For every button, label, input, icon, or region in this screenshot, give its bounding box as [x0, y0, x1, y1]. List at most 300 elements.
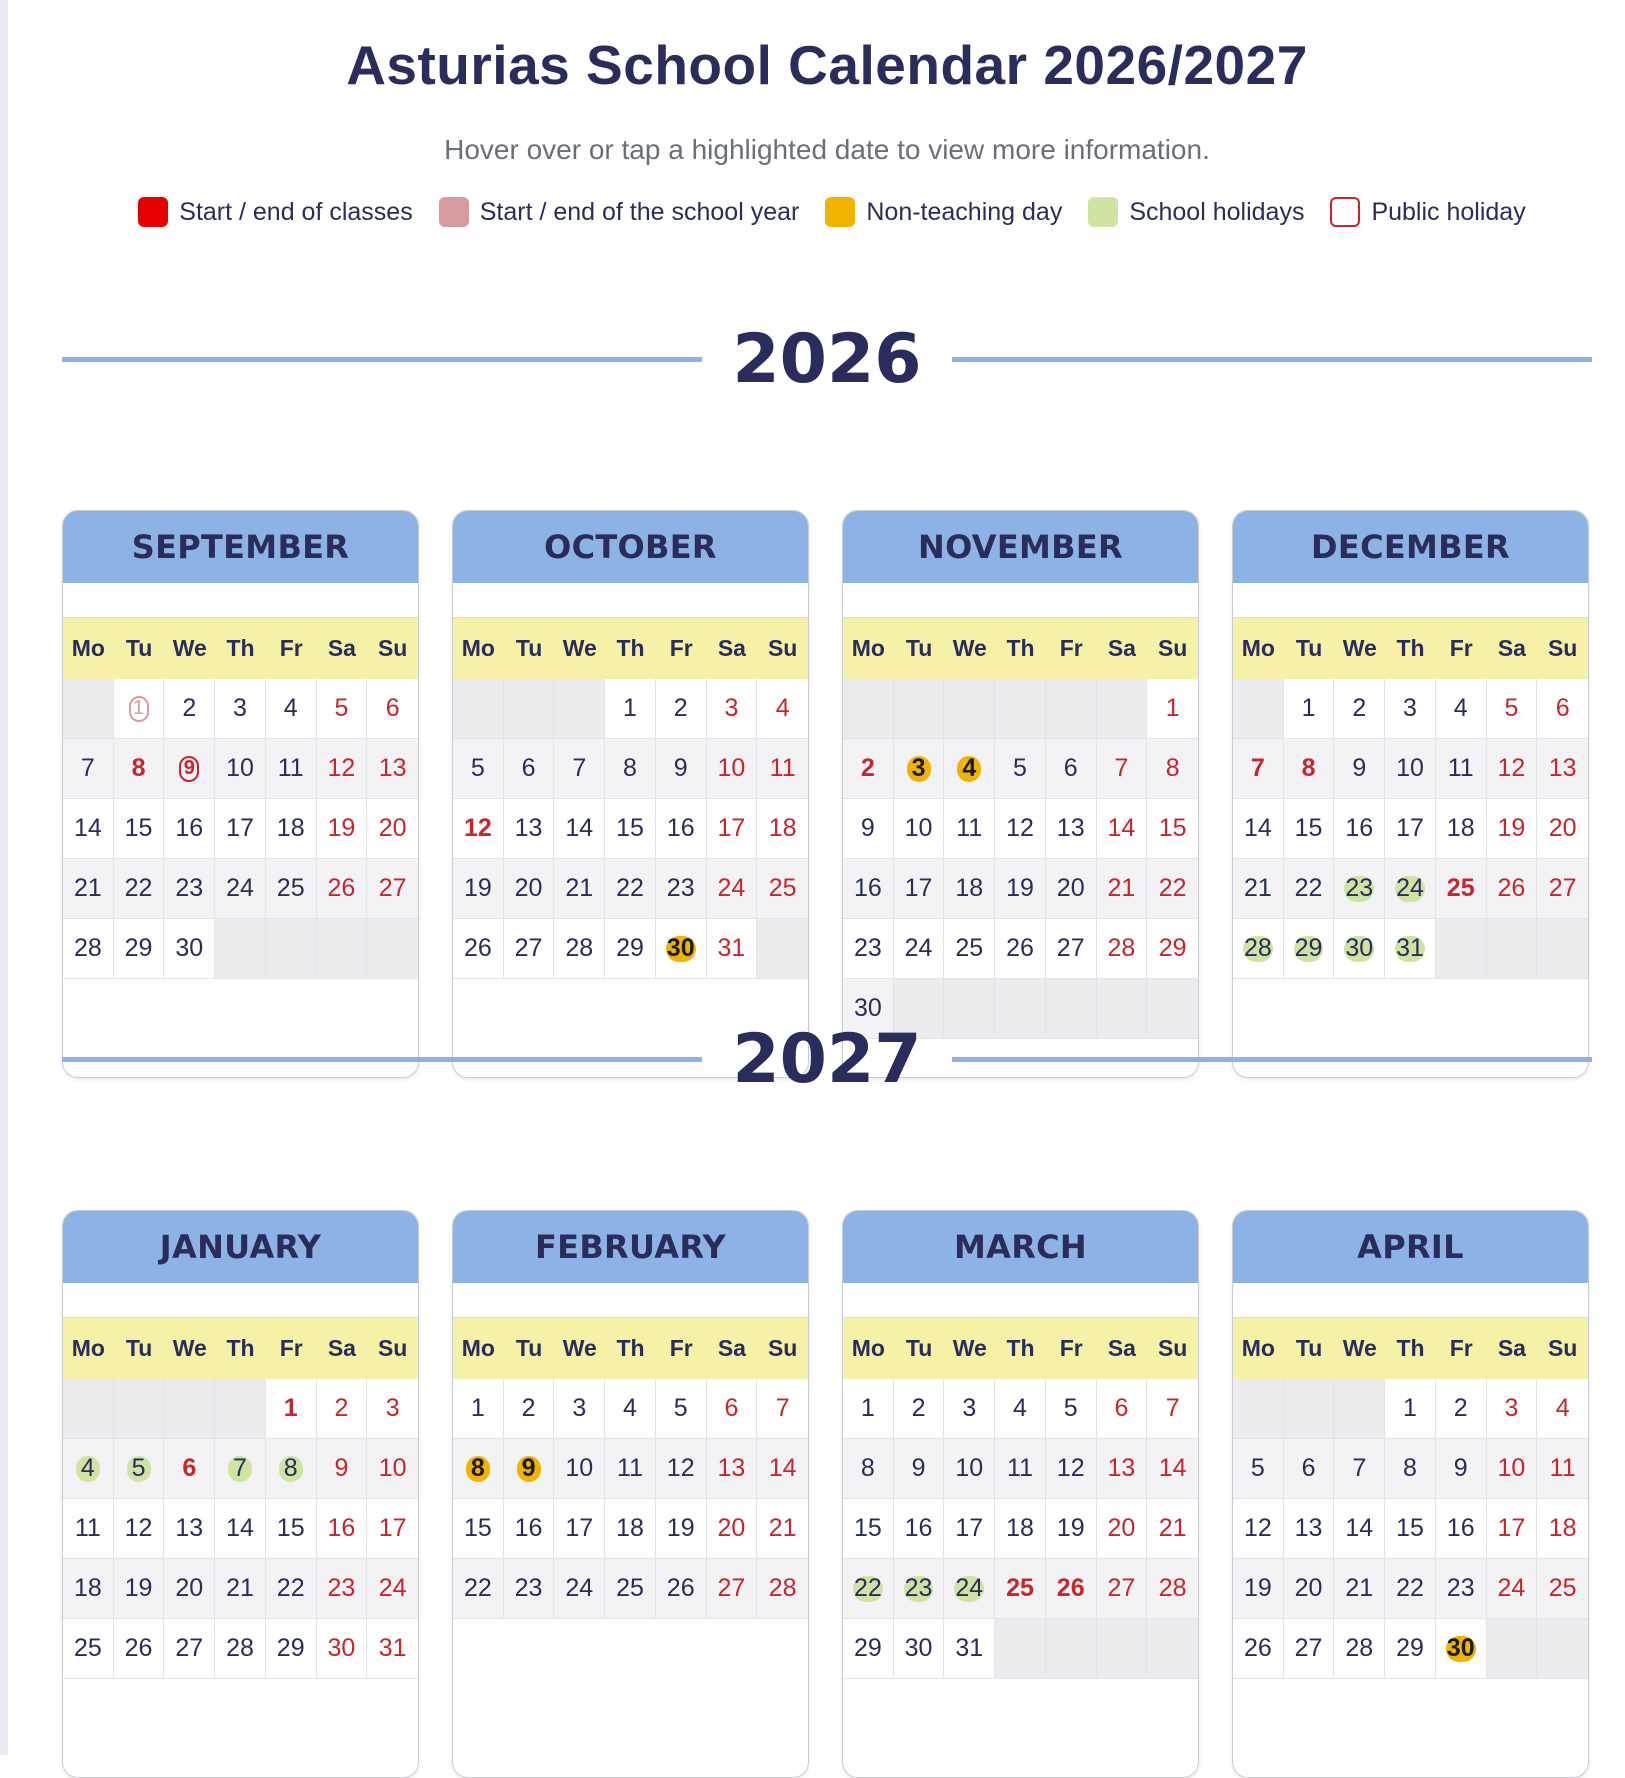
day-cell — [367, 859, 418, 919]
day-number: 29 — [616, 934, 644, 962]
weekend-day: 29 — [1158, 934, 1187, 962]
day-cell — [894, 1439, 945, 1499]
weekday-label: We — [562, 635, 597, 661]
weekday-label: Su — [377, 1335, 408, 1361]
day-cell — [1284, 1619, 1335, 1679]
weekday-label: We — [1342, 1335, 1377, 1361]
day-grid — [63, 679, 418, 979]
day-number: 28 — [226, 1634, 254, 1662]
school-holiday-marker[interactable]: 23 — [1345, 874, 1374, 902]
school-holiday-marker[interactable]: 23 — [904, 1574, 933, 1602]
day-cell — [605, 799, 656, 859]
day-number: 14 — [1345, 1514, 1374, 1542]
day-number: 20 — [1056, 874, 1085, 902]
day-number: 3 — [233, 694, 247, 722]
legend-swatch-school-year — [439, 197, 469, 227]
day-cell[interactable] — [114, 679, 165, 739]
day-cell[interactable] — [164, 739, 215, 799]
empty-day-cell — [1046, 1619, 1097, 1679]
day-cell — [1097, 799, 1148, 859]
day-number: 11 — [1007, 1454, 1033, 1482]
day-number: 19 — [463, 874, 492, 902]
day-cell — [1233, 1439, 1284, 1499]
weekend-day: 12 — [327, 754, 356, 782]
day-cell[interactable] — [215, 1439, 266, 1499]
day-cell[interactable] — [63, 1439, 114, 1499]
non-teaching-marker[interactable]: 3 — [907, 756, 931, 782]
day-cell — [1487, 1499, 1538, 1559]
day-number: 19 — [1243, 1574, 1272, 1602]
day-number: 2 — [521, 1394, 536, 1422]
weekday-label: Mo — [1241, 1335, 1275, 1361]
day-number: 13 — [1056, 814, 1085, 842]
day-cell — [1046, 919, 1097, 979]
empty-day-cell — [894, 679, 945, 739]
day-cell — [554, 859, 605, 919]
school-holiday-marker[interactable]: 24 — [955, 1574, 984, 1602]
day-cell[interactable] — [504, 1439, 555, 1499]
empty-day-cell — [995, 679, 1046, 739]
day-cell — [317, 739, 368, 799]
day-cell — [1046, 1439, 1097, 1499]
public-holiday-marker[interactable]: 6 — [182, 1454, 197, 1482]
day-cell — [1097, 1559, 1148, 1619]
day-cell — [1385, 1439, 1436, 1499]
day-number: 1 — [1403, 1394, 1417, 1422]
day-cell — [1436, 1379, 1487, 1439]
day-number: 16 — [666, 814, 695, 842]
day-cell[interactable] — [164, 1439, 215, 1499]
weekend-day: 17 — [717, 814, 746, 842]
day-cell — [1147, 919, 1198, 979]
school-holiday-marker[interactable]: 29 — [1294, 934, 1323, 962]
empty-day-cell — [1147, 1619, 1198, 1679]
day-cell — [894, 1379, 945, 1439]
day-number: 7 — [80, 754, 95, 782]
day-number: 18 — [955, 874, 984, 902]
day-cell[interactable] — [114, 739, 165, 799]
weekend-day: 30 — [327, 1634, 356, 1662]
non-teaching-marker[interactable]: 8 — [466, 1456, 490, 1482]
day-cell[interactable] — [843, 739, 894, 799]
day-cell — [995, 859, 1046, 919]
weekend-day: 13 — [378, 754, 407, 782]
weekday-label: Mo — [71, 1335, 105, 1361]
month-name: SEPTEMBER — [63, 511, 418, 583]
day-number: 2 — [911, 1394, 926, 1422]
year-heading: 2026 — [732, 320, 922, 399]
day-cell[interactable] — [453, 799, 504, 859]
day-number: 18 — [616, 1514, 644, 1542]
weekday-header-row — [1233, 1317, 1588, 1379]
day-number: 26 — [1243, 1634, 1272, 1662]
page-title: Asturias School Calendar 2026/2027 — [346, 34, 1308, 96]
school-year-marker[interactable]: 1 — [129, 696, 149, 722]
legend-item-public-holiday — [1330, 197, 1525, 227]
day-cell[interactable] — [944, 1559, 995, 1619]
day-cell[interactable] — [1284, 739, 1335, 799]
day-number: 13 — [175, 1514, 204, 1542]
weekday-label: Sa — [1107, 1335, 1136, 1361]
day-cell[interactable] — [1233, 739, 1284, 799]
month-spacer — [1233, 1283, 1588, 1317]
day-number: 15 — [853, 1514, 882, 1542]
day-cell — [367, 1439, 418, 1499]
day-cell[interactable] — [114, 1439, 165, 1499]
weekday-label: Mo — [461, 635, 495, 661]
weekday-label: Th — [1006, 1335, 1035, 1361]
day-cell[interactable] — [656, 919, 707, 979]
day-cell — [1436, 1439, 1487, 1499]
day-number: 29 — [276, 1634, 305, 1662]
weekend-day: 4 — [1555, 1394, 1570, 1422]
empty-day-cell — [114, 1379, 165, 1439]
day-number: 7 — [572, 754, 587, 782]
day-number: 16 — [1345, 814, 1374, 842]
day-cell — [504, 799, 555, 859]
day-cell — [554, 799, 605, 859]
day-cell — [554, 1379, 605, 1439]
day-number: 15 — [276, 1514, 305, 1542]
non-teaching-marker[interactable]: 30 — [1446, 1634, 1475, 1662]
weekend-day: 24 — [378, 1574, 407, 1602]
day-cell — [995, 799, 1046, 859]
school-holiday-marker[interactable]: 5 — [127, 1456, 151, 1482]
day-cell — [944, 1379, 995, 1439]
classes-marker[interactable]: 9 — [179, 756, 199, 782]
weekend-day: 14 — [768, 1454, 797, 1482]
day-cell[interactable] — [843, 1559, 894, 1619]
day-cell — [317, 799, 368, 859]
day-cell — [215, 859, 266, 919]
weekday-label: Sa — [1497, 1335, 1526, 1361]
day-cell — [894, 859, 945, 919]
legend-swatch-classes — [138, 197, 168, 227]
day-cell[interactable] — [1046, 1559, 1097, 1619]
day-cell — [317, 1439, 368, 1499]
day-number: 11 — [74, 1514, 101, 1542]
day-cell — [707, 679, 758, 739]
weekend-day: 7 — [775, 1394, 790, 1422]
non-teaching-marker[interactable]: 30 — [666, 934, 695, 962]
day-cell[interactable] — [944, 739, 995, 799]
weekday-label: Fr — [669, 1335, 693, 1361]
public-holiday-marker[interactable]: 1 — [283, 1394, 298, 1422]
day-cell[interactable] — [894, 1559, 945, 1619]
weekday-header-row — [1233, 617, 1588, 679]
day-cell — [707, 1439, 758, 1499]
day-number: 9 — [1352, 754, 1367, 782]
day-number: 15 — [463, 1514, 492, 1542]
day-cell — [1487, 859, 1538, 919]
day-number: 9 — [860, 814, 875, 842]
day-number: 26 — [1006, 934, 1034, 962]
day-number: 20 — [514, 874, 543, 902]
day-number: 23 — [1446, 1574, 1475, 1602]
weekday-label: Th — [226, 1335, 255, 1361]
day-number: 14 — [226, 1514, 254, 1542]
day-cell[interactable] — [266, 1439, 317, 1499]
weekend-day: 1 — [1165, 694, 1180, 722]
day-cell — [894, 1619, 945, 1679]
day-cell — [164, 1619, 215, 1679]
month-name: FEBRUARY — [453, 1211, 808, 1283]
weekend-day: 15 — [1158, 814, 1187, 842]
weekend-day: 27 — [1548, 874, 1577, 902]
weekday-label: Fr — [279, 1335, 303, 1361]
day-cell — [367, 739, 418, 799]
day-number: 10 — [1396, 754, 1424, 782]
weekday-label: Sa — [1497, 635, 1526, 661]
day-cell[interactable] — [1385, 859, 1436, 919]
day-cell — [1284, 859, 1335, 919]
non-teaching-marker[interactable]: 9 — [517, 1456, 541, 1482]
month-name: MARCH — [843, 1211, 1198, 1283]
public-holiday-marker[interactable]: 12 — [463, 814, 492, 842]
weekday-label: Tu — [515, 1335, 543, 1361]
day-cell — [707, 1559, 758, 1619]
calendar-page — [62, 0, 1592, 1662]
day-cell — [1147, 799, 1198, 859]
day-cell — [707, 1499, 758, 1559]
weekend-day: 31 — [378, 1634, 407, 1662]
day-cell — [1436, 1499, 1487, 1559]
public-holiday-marker[interactable]: 7 — [1250, 754, 1265, 782]
day-cell — [63, 1619, 114, 1679]
public-holiday-marker[interactable]: 25 — [1006, 1574, 1034, 1602]
empty-day-cell — [554, 679, 605, 739]
legend-swatch-non-teaching — [825, 197, 855, 227]
day-cell — [757, 1559, 808, 1619]
day-number: 2 — [673, 694, 688, 722]
day-cell — [1147, 679, 1198, 739]
day-cell — [656, 679, 707, 739]
weekday-header-row — [63, 1317, 418, 1379]
day-number: 21 — [1345, 1574, 1374, 1602]
day-cell — [995, 919, 1046, 979]
day-cell — [707, 739, 758, 799]
empty-day-cell — [757, 919, 808, 979]
weekend-day: 11 — [769, 754, 796, 782]
day-number: 19 — [1006, 874, 1034, 902]
weekday-label: We — [1342, 635, 1377, 661]
day-number: 28 — [1345, 1634, 1374, 1662]
day-number: 1 — [470, 1394, 485, 1422]
day-number: 29 — [853, 1634, 882, 1662]
weekend-day: 18 — [768, 814, 797, 842]
public-holiday-marker[interactable]: 2 — [860, 754, 875, 782]
day-cell[interactable] — [894, 739, 945, 799]
day-number: 23 — [666, 874, 695, 902]
weekend-day: 21 — [1107, 874, 1136, 902]
day-cell — [1537, 1499, 1588, 1559]
day-cell — [1436, 739, 1487, 799]
day-number: 26 — [666, 1574, 695, 1602]
day-cell — [1385, 1619, 1436, 1679]
weekend-day: 5 — [1504, 694, 1519, 722]
day-number: 3 — [962, 1394, 977, 1422]
day-number: 20 — [175, 1574, 204, 1602]
day-cell — [1097, 859, 1148, 919]
school-holiday-marker[interactable]: 30 — [1345, 934, 1374, 962]
school-holiday-marker[interactable]: 24 — [1396, 874, 1424, 902]
empty-day-cell — [63, 1379, 114, 1439]
day-cell — [757, 1439, 808, 1499]
day-cell — [266, 1559, 317, 1619]
day-cell — [1334, 739, 1385, 799]
weekday-label: Fr — [669, 635, 693, 661]
day-cell — [114, 1559, 165, 1619]
year-heading: 2027 — [732, 1020, 922, 1099]
weekend-day: 25 — [1548, 1574, 1577, 1602]
day-number: 14 — [73, 814, 102, 842]
day-grid — [453, 1379, 808, 1619]
weekend-day: 8 — [1165, 754, 1180, 782]
day-cell — [554, 739, 605, 799]
day-cell — [504, 859, 555, 919]
school-holiday-marker[interactable]: 8 — [279, 1456, 303, 1482]
weekend-day: 11 — [1549, 1454, 1576, 1482]
day-cell[interactable] — [1284, 919, 1335, 979]
day-grid — [843, 1379, 1198, 1679]
non-teaching-marker[interactable]: 4 — [957, 756, 981, 782]
public-holiday-marker[interactable]: 26 — [1056, 1574, 1085, 1602]
school-holiday-marker[interactable]: 28 — [1243, 934, 1272, 962]
day-number: 22 — [124, 874, 153, 902]
day-cell — [504, 1499, 555, 1559]
public-holiday-marker[interactable]: 25 — [1446, 874, 1475, 902]
day-cell — [707, 919, 758, 979]
day-number: 17 — [955, 1514, 984, 1542]
weekend-day: 27 — [378, 874, 407, 902]
day-cell — [215, 1499, 266, 1559]
day-cell[interactable] — [1334, 859, 1385, 919]
day-cell — [843, 1439, 894, 1499]
school-holiday-marker[interactable]: 22 — [853, 1574, 882, 1602]
public-holiday-marker[interactable]: 8 — [1301, 754, 1316, 782]
empty-day-cell — [1537, 1619, 1588, 1679]
weekend-day: 3 — [1504, 1394, 1519, 1422]
day-cell — [995, 1499, 1046, 1559]
day-cell — [367, 1619, 418, 1679]
weekday-label: Mo — [1241, 635, 1275, 661]
day-cell — [757, 1379, 808, 1439]
weekend-day: 31 — [717, 934, 746, 962]
weekend-day: 4 — [775, 694, 790, 722]
day-number: 16 — [514, 1514, 543, 1542]
empty-day-cell — [317, 919, 368, 979]
weekend-day: 3 — [385, 1394, 400, 1422]
day-cell — [1233, 859, 1284, 919]
day-number: 30 — [853, 994, 882, 1022]
day-number: 4 — [283, 694, 298, 722]
day-cell — [1487, 1439, 1538, 1499]
day-grid — [1233, 1379, 1588, 1679]
day-number: 11 — [617, 1454, 643, 1482]
month-spacer — [1233, 583, 1588, 617]
day-number: 19 — [666, 1514, 695, 1542]
day-cell — [266, 799, 317, 859]
month-card-february — [452, 1210, 809, 1778]
day-cell — [114, 1499, 165, 1559]
day-cell — [1233, 799, 1284, 859]
day-number: 13 — [1294, 1514, 1323, 1542]
weekend-day: 16 — [327, 1514, 356, 1542]
day-cell — [605, 1379, 656, 1439]
day-cell — [995, 739, 1046, 799]
day-cell — [1385, 1559, 1436, 1619]
day-cell[interactable] — [1436, 859, 1487, 919]
day-cell — [656, 739, 707, 799]
day-cell — [757, 799, 808, 859]
day-cell — [1334, 1439, 1385, 1499]
day-cell — [894, 1499, 945, 1559]
day-cell — [504, 919, 555, 979]
day-cell — [266, 739, 317, 799]
day-number: 22 — [616, 874, 644, 902]
school-holiday-marker[interactable]: 31 — [1396, 934, 1424, 962]
weekend-day: 17 — [378, 1514, 407, 1542]
day-number: 16 — [853, 874, 882, 902]
weekday-label: Su — [1157, 635, 1188, 661]
day-number: 18 — [73, 1574, 102, 1602]
day-number: 12 — [1006, 814, 1034, 842]
day-cell[interactable] — [995, 1559, 1046, 1619]
day-cell — [1334, 1619, 1385, 1679]
weekday-label: We — [562, 1335, 597, 1361]
day-cell — [63, 739, 114, 799]
day-number: 17 — [565, 1514, 594, 1542]
day-cell — [63, 1499, 114, 1559]
day-number: 8 — [623, 754, 637, 782]
weekday-label: Mo — [71, 635, 105, 661]
day-cell — [1334, 1499, 1385, 1559]
day-cell[interactable] — [1385, 919, 1436, 979]
day-number: 28 — [73, 934, 102, 962]
classes-marker[interactable]: 8 — [131, 754, 146, 782]
weekday-label: Mo — [851, 635, 885, 661]
day-cell — [1097, 739, 1148, 799]
weekday-label: Th — [1396, 1335, 1425, 1361]
legend-label-school-holidays: School holidays — [1129, 197, 1305, 226]
day-number: 1 — [1301, 694, 1316, 722]
weekday-label: Fr — [1449, 1335, 1473, 1361]
empty-day-cell — [453, 679, 504, 739]
year-section-2027 — [62, 1000, 1592, 1778]
day-cell[interactable] — [1334, 919, 1385, 979]
day-number: 25 — [73, 1634, 102, 1662]
day-number: 15 — [1396, 1514, 1424, 1542]
day-cell — [453, 919, 504, 979]
day-number: 15 — [124, 814, 153, 842]
day-cell[interactable] — [453, 1439, 504, 1499]
day-cell[interactable] — [266, 1379, 317, 1439]
weekend-day: 27 — [1107, 1574, 1136, 1602]
school-holiday-marker[interactable]: 7 — [228, 1456, 252, 1482]
day-number: 12 — [1243, 1514, 1272, 1542]
day-number: 30 — [175, 934, 204, 962]
day-cell — [1284, 799, 1335, 859]
legend-swatch-school-holidays — [1088, 197, 1118, 227]
day-number: 24 — [565, 1574, 594, 1602]
day-cell[interactable] — [1436, 1619, 1487, 1679]
weekday-label: Fr — [1449, 635, 1473, 661]
day-cell[interactable] — [1233, 919, 1284, 979]
left-edge-strip — [0, 0, 8, 1755]
day-cell — [944, 859, 995, 919]
day-cell — [894, 919, 945, 979]
school-holiday-marker[interactable]: 4 — [76, 1456, 100, 1482]
